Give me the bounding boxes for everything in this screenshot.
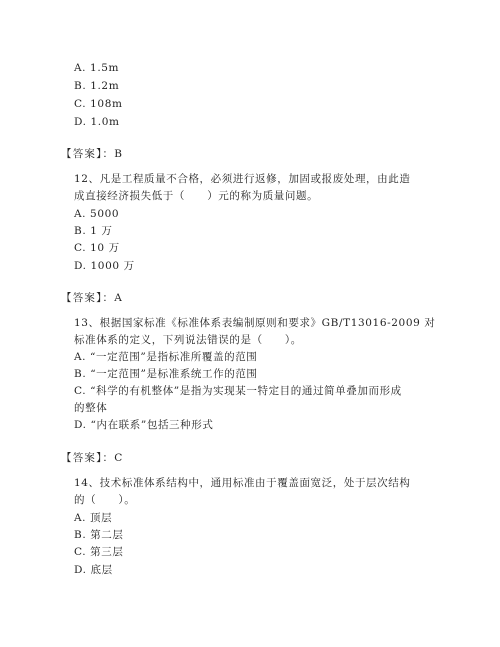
q13-option-d: D. “内在联系”包括三种形式 bbox=[74, 419, 214, 431]
q13-option-a: A. “一定范围”是指标准所覆盖的范围 bbox=[74, 351, 258, 363]
q14-stem-line-1: 14、技术标准体系结构中，通用标准由于覆盖面宽泛，处于层次结构 bbox=[74, 477, 411, 489]
q12-option-a: A. 5000 bbox=[74, 208, 120, 220]
q11-option-a: A. 1.5m bbox=[74, 62, 120, 74]
q12-answer: 【答案】：A bbox=[61, 292, 124, 304]
q14-option-b: B. 第二层 bbox=[74, 529, 124, 541]
q13-option-b: B. “一定范围”是标准系统工作的范围 bbox=[74, 368, 258, 380]
q12-option-d: D. 1000 万 bbox=[74, 260, 135, 272]
q13-stem-line-2: 标准体系的定义，下列说法错误的是（ ）。 bbox=[74, 334, 302, 346]
q13-answer: 【答案】：C bbox=[61, 452, 124, 464]
q13-option-c-continued: 的整体 bbox=[74, 402, 108, 414]
q12-stem-line-1: 12、凡是工程质量不合格，必须进行返修，加固或报废处理，由此造 bbox=[74, 173, 411, 185]
q11-option-b: B. 1.2m bbox=[74, 80, 120, 92]
q14-stem-line-2: 的（ ）。 bbox=[74, 494, 136, 506]
q12-option-b: B. 1 万 bbox=[74, 225, 113, 237]
q12-option-c: C. 10 万 bbox=[74, 242, 120, 254]
q11-option-d: D. 1.0m bbox=[74, 116, 120, 128]
q14-option-a: A. 顶层 bbox=[74, 512, 113, 524]
q14-option-c: C. 第三层 bbox=[74, 546, 124, 558]
q13-option-c: C. “科学的有机整体”是指为实现某一特定目的通过简单叠加而形成 bbox=[74, 385, 402, 397]
q11-option-c: C. 108m bbox=[74, 98, 123, 110]
q12-stem-line-2: 成直接经济损失低于（ ）元的称为质量问题。 bbox=[74, 190, 319, 202]
q11-answer: 【答案】：B bbox=[61, 148, 124, 160]
q13-stem-line-1: 13、根据国家标准《标准体系表编制原则和要求》GB/T13016-2009 对 bbox=[74, 317, 436, 329]
q14-option-d: D. 底层 bbox=[74, 564, 113, 576]
